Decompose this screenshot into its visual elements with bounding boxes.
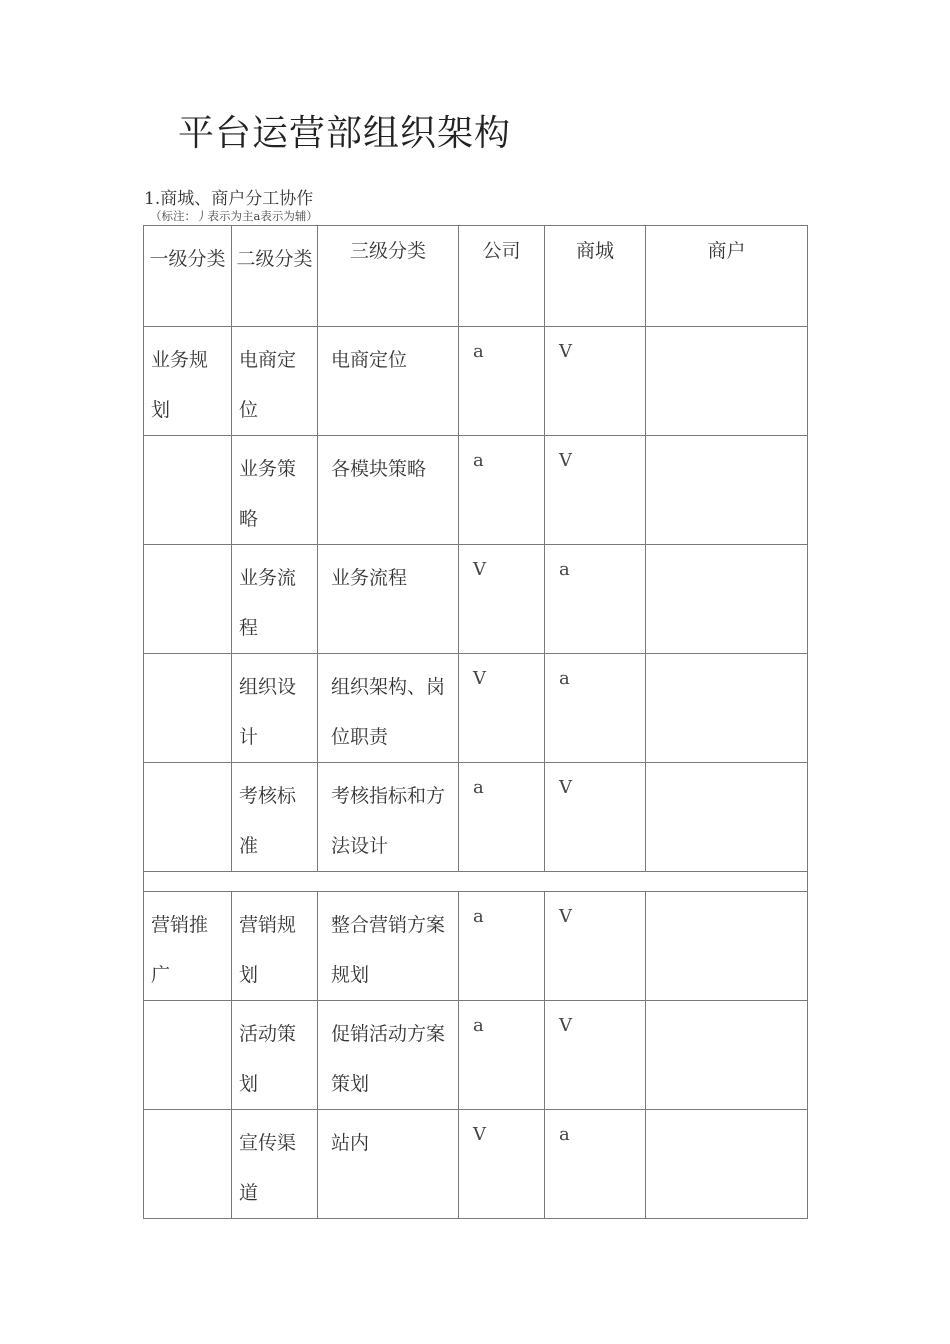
header-cell	[232, 226, 318, 327]
level2-text: 营销规划	[239, 914, 297, 986]
level2-text: 业务策略	[239, 458, 297, 530]
level3-text: 站内	[331, 1132, 370, 1154]
company-cell	[459, 436, 545, 545]
mall-mark: V	[559, 906, 572, 927]
level2-cell	[232, 545, 318, 654]
company-cell	[459, 545, 545, 654]
level3-text: 组织架构、岗位职责	[331, 676, 446, 748]
company-mark: a	[473, 341, 484, 362]
page-title: 平台运营部组织架构	[178, 113, 512, 154]
level1-cell	[144, 1001, 232, 1110]
level2-text: 业务流程	[239, 567, 297, 639]
level1-text	[144, 436, 231, 444]
merchant-cell	[646, 545, 808, 654]
level1-cell	[144, 763, 232, 872]
level2-cell	[232, 327, 318, 436]
mall-mark: a	[559, 1124, 570, 1145]
legend-note: （标注：丿表示为主a表示为辅）	[150, 209, 318, 223]
level1-cell	[144, 892, 232, 1001]
level2-cell	[232, 654, 318, 763]
table-row	[144, 545, 808, 654]
level1-text: 业务规划	[151, 349, 209, 421]
merchant-mark	[646, 545, 807, 555]
table-row	[144, 327, 808, 436]
level3-cell	[318, 892, 459, 1001]
merchant-mark	[646, 763, 807, 773]
level1-cell	[144, 545, 232, 654]
merchant-cell	[646, 436, 808, 545]
table-row	[144, 892, 808, 1001]
mall-cell	[545, 436, 646, 545]
company-mark: V	[473, 1124, 486, 1145]
merchant-cell	[646, 654, 808, 763]
level3-text: 促销活动方案策划	[331, 1023, 446, 1095]
header-cell	[318, 226, 459, 327]
mall-cell	[545, 327, 646, 436]
table-row	[144, 654, 808, 763]
merchant-cell	[646, 1110, 808, 1219]
company-cell	[459, 1001, 545, 1110]
level2-cell	[232, 1110, 318, 1219]
header-mall: 商城	[575, 240, 614, 262]
level1-text: 营销推广	[151, 914, 209, 986]
header-level3: 三级分类	[349, 240, 426, 262]
header-cell	[459, 226, 545, 327]
company-mark: a	[473, 1015, 484, 1036]
level1-cell	[144, 436, 232, 545]
header-company: 公司	[482, 240, 521, 262]
header-merchant: 商户	[707, 240, 746, 262]
level3-text: 电商定位	[331, 349, 408, 371]
header-cell	[646, 226, 808, 327]
header-cell	[545, 226, 646, 327]
mall-mark: V	[559, 1015, 572, 1036]
merchant-mark	[646, 1001, 807, 1011]
level3-cell	[318, 327, 459, 436]
level3-cell	[318, 654, 459, 763]
company-mark: V	[473, 559, 486, 580]
company-cell	[459, 1110, 545, 1219]
level1-text	[144, 654, 231, 662]
level3-cell	[318, 545, 459, 654]
level3-cell	[318, 436, 459, 545]
level2-cell	[232, 436, 318, 545]
company-cell	[459, 327, 545, 436]
mall-cell	[545, 545, 646, 654]
level2-cell	[232, 1001, 318, 1110]
mall-mark: a	[559, 559, 570, 580]
mall-cell	[545, 763, 646, 872]
table-row	[144, 1001, 808, 1110]
level1-cell	[144, 654, 232, 763]
company-mark: a	[473, 450, 484, 471]
header-cell	[144, 226, 232, 327]
merchant-cell	[646, 1001, 808, 1110]
header-level2: 二级分类	[236, 248, 313, 270]
mall-mark: V	[559, 777, 572, 798]
level1-text	[144, 1110, 231, 1118]
mall-mark: V	[559, 450, 572, 471]
level2-text: 宣传渠道	[239, 1132, 297, 1204]
mall-cell	[545, 892, 646, 1001]
table-row	[144, 763, 808, 872]
merchant-cell	[646, 892, 808, 1001]
level1-text	[144, 763, 231, 771]
table-row	[144, 436, 808, 545]
level2-text: 组织设计	[239, 676, 297, 748]
table-row	[144, 1110, 808, 1219]
level2-text: 电商定位	[239, 349, 297, 421]
level1-text	[144, 1001, 231, 1009]
company-cell	[459, 763, 545, 872]
merchant-mark	[646, 436, 807, 446]
level3-text: 考核指标和方法设计	[331, 785, 446, 857]
level2-text: 考核标准	[239, 785, 297, 857]
level1-cell	[144, 1110, 232, 1219]
level3-cell	[318, 763, 459, 872]
company-mark: a	[473, 777, 484, 798]
level3-cell	[318, 1110, 459, 1219]
division-table	[143, 225, 808, 1219]
level2-text: 活动策划	[239, 1023, 297, 1095]
section-heading: 1.商城、商户分工协作	[144, 189, 314, 209]
merchant-mark	[646, 892, 807, 902]
mall-mark: a	[559, 668, 570, 689]
mall-cell	[545, 1110, 646, 1219]
merchant-cell	[646, 327, 808, 436]
level3-text: 各模块策略	[331, 458, 427, 480]
header-level1: 一级分类	[149, 248, 226, 270]
company-mark: V	[473, 668, 486, 689]
merchant-mark	[646, 654, 807, 664]
mall-cell	[545, 1001, 646, 1110]
level2-cell	[232, 892, 318, 1001]
merchant-mark	[646, 1110, 807, 1120]
company-cell	[459, 892, 545, 1001]
mall-cell	[545, 654, 646, 763]
company-cell	[459, 654, 545, 763]
company-mark: a	[473, 906, 484, 927]
table-spacer-row	[144, 872, 808, 892]
merchant-mark	[646, 327, 807, 337]
level3-text: 整合营销方案规划	[331, 914, 446, 986]
level3-cell	[318, 1001, 459, 1110]
table-header-row	[144, 226, 808, 327]
merchant-cell	[646, 763, 808, 872]
level2-cell	[232, 763, 318, 872]
mall-mark: V	[559, 341, 572, 362]
level1-text	[144, 545, 231, 553]
spacer-cell	[144, 872, 808, 892]
level1-cell	[144, 327, 232, 436]
level3-text: 业务流程	[331, 567, 408, 589]
